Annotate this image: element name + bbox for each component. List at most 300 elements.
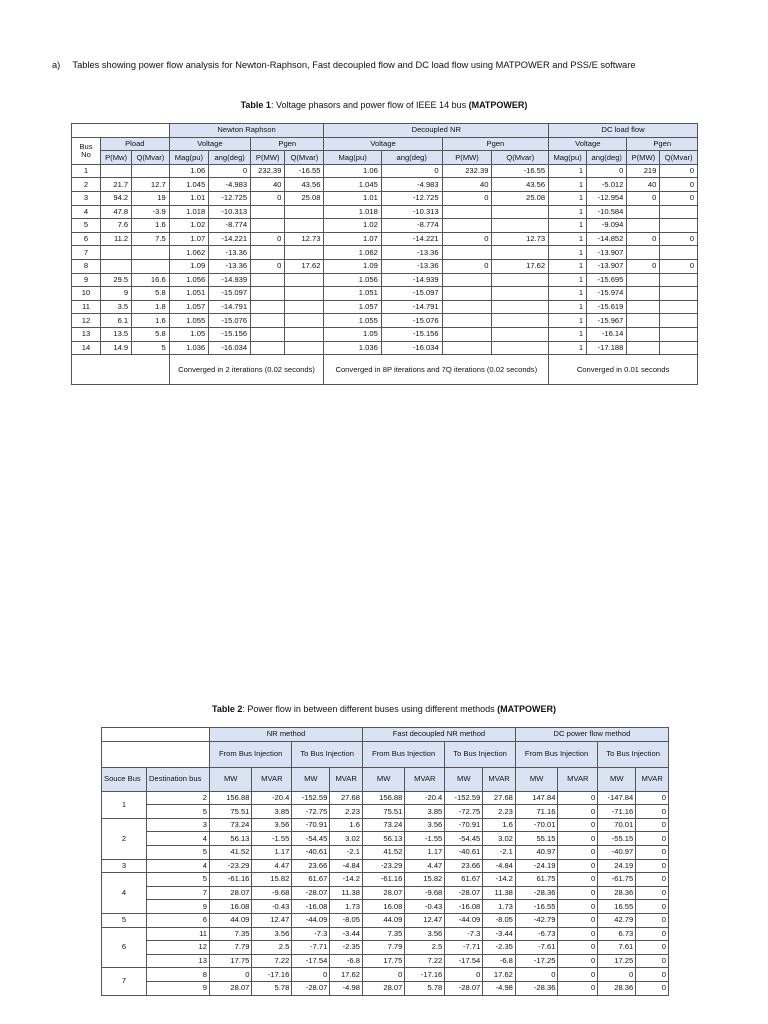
table1-subheader-p: P(Mw) — [101, 151, 132, 165]
table-cell: -15.076 — [209, 314, 251, 328]
table-cell: 56.13 — [210, 832, 252, 846]
intro-label: a) — [52, 60, 61, 70]
table1-pload-header: Pload — [101, 137, 170, 151]
destination-bus-cell: 13 — [147, 954, 210, 968]
table-cell: -17.188 — [587, 341, 627, 355]
table-cell: -15.974 — [587, 287, 627, 301]
bus-number-cell: 14 — [72, 341, 101, 355]
bus-number-cell: 10 — [72, 287, 101, 301]
table-cell: 55.15 — [515, 832, 558, 846]
table-cell: -4.983 — [209, 178, 251, 192]
table-cell: 0 — [636, 968, 669, 982]
table1-voltage-header: Voltage — [169, 137, 250, 151]
table-cell: -0.43 — [405, 900, 445, 914]
table-cell: -24.19 — [515, 859, 558, 873]
table-cell: -152.59 — [292, 791, 330, 805]
table1-convergence-decoupled: Converged in 8P iterations and 7Q iterations (0.02 seconds) — [324, 355, 549, 385]
table-cell — [627, 246, 660, 260]
table1-voltage-header: Voltage — [549, 137, 627, 151]
destination-bus-cell: 5 — [147, 845, 210, 859]
table-cell: 7.79 — [210, 941, 252, 955]
table-cell: 0 — [627, 191, 660, 205]
table-cell: -17.16 — [405, 968, 445, 982]
table-cell: -4.98 — [483, 981, 516, 995]
table-cell: -72.75 — [445, 805, 483, 819]
table-cell: 0 — [381, 164, 442, 178]
table-cell: 5.8 — [132, 327, 170, 341]
table-row — [102, 981, 669, 995]
destination-bus-cell: 5 — [147, 873, 210, 887]
table-cell: 1 — [549, 287, 587, 301]
table2-caption-suffix: (MATPOWER) — [497, 704, 556, 714]
table-cell: 1 — [549, 327, 587, 341]
bus-power-flow-table-body — [102, 728, 669, 996]
intro-line — [52, 60, 636, 70]
table-cell: 1 — [549, 164, 587, 178]
intro-text: Tables showing power flow analysis for Newton-Raphson, Fast decoupled flow and DC load flow using MATPOWER and PSS/E software — [72, 60, 636, 70]
table-cell: -2.1 — [483, 845, 516, 859]
table-cell: 1.09 — [324, 259, 381, 273]
table1-convergence-dc: Converged in 0.01 seconds — [549, 355, 698, 385]
table2-from-header: From Bus Injection — [210, 741, 292, 767]
table-cell: -2.35 — [330, 941, 363, 955]
table-cell: -7.61 — [515, 941, 558, 955]
table-cell: 27.68 — [330, 791, 363, 805]
table-row — [102, 818, 669, 832]
table-cell — [132, 164, 170, 178]
table-cell: 0 — [636, 886, 669, 900]
table-cell: -14.939 — [381, 273, 442, 287]
table-cell: -8.774 — [209, 219, 251, 233]
table-cell: 23.66 — [445, 859, 483, 873]
table-cell: -2.35 — [483, 941, 516, 955]
table-cell: 14.9 — [101, 341, 132, 355]
table-cell: 0 — [558, 818, 598, 832]
table-cell: 1.17 — [252, 845, 292, 859]
table-cell: -9.68 — [252, 886, 292, 900]
table-row — [72, 314, 698, 328]
table-cell: 7.5 — [132, 232, 170, 246]
table-cell — [132, 246, 170, 260]
table-row — [72, 287, 698, 301]
table-cell: 0 — [558, 941, 598, 955]
table-cell: -17.54 — [292, 954, 330, 968]
table-cell: -15.967 — [587, 314, 627, 328]
table-cell: 1 — [549, 191, 587, 205]
table-cell: -6.8 — [330, 954, 363, 968]
table-cell: -17.16 — [252, 968, 292, 982]
table-cell: 147.84 — [515, 791, 558, 805]
table-cell: -14.852 — [587, 232, 627, 246]
table-cell: -7.3 — [292, 927, 330, 941]
table-row — [72, 327, 698, 341]
destination-bus-cell: 9 — [147, 900, 210, 914]
table-cell: -7.3 — [445, 927, 483, 941]
table-cell: -44.09 — [292, 913, 330, 927]
bus-number-cell: 12 — [72, 314, 101, 328]
table-cell — [627, 314, 660, 328]
table-cell: 1.01 — [169, 191, 209, 205]
table-row — [102, 845, 669, 859]
table-cell: -10.313 — [209, 205, 251, 219]
table-cell: 3.56 — [252, 927, 292, 941]
table-cell: 28.07 — [362, 886, 404, 900]
table-cell — [660, 341, 698, 355]
table-cell: 6.1 — [101, 314, 132, 328]
table-cell: -2.1 — [330, 845, 363, 859]
table-cell: 0 — [636, 818, 669, 832]
table2-caption-prefix: Table 2 — [211, 704, 243, 714]
bus-number-cell: 1 — [72, 164, 101, 178]
table-cell: 0 — [636, 927, 669, 941]
table-cell: 0 — [558, 791, 598, 805]
table2-source-header: Souce Bus — [102, 767, 147, 791]
table-cell — [627, 205, 660, 219]
table-cell: 25.08 — [285, 191, 324, 205]
table-cell — [251, 300, 285, 314]
bus-power-flow-table — [101, 727, 669, 996]
source-bus-cell: 1 — [102, 791, 147, 818]
table-cell: -14.221 — [209, 232, 251, 246]
table-cell — [285, 273, 324, 287]
table-cell: -7.71 — [445, 941, 483, 955]
table-cell: 219 — [627, 164, 660, 178]
table2-mw-header: MW — [292, 767, 330, 791]
table-cell: -6.8 — [483, 954, 516, 968]
table-cell: 1.8 — [132, 300, 170, 314]
table1-subheader-ang: ang(deg) — [209, 151, 251, 165]
table-cell: 0 — [636, 941, 669, 955]
table1-subheader-mag: Mag(pu) — [549, 151, 587, 165]
table-cell: 11.2 — [101, 232, 132, 246]
table-cell: 3.85 — [252, 805, 292, 819]
table-cell: -16.55 — [515, 900, 558, 914]
table-cell: 0 — [558, 968, 598, 982]
table-cell: 1.056 — [324, 273, 381, 287]
table-cell: -70.91 — [445, 818, 483, 832]
table-cell: -72.75 — [292, 805, 330, 819]
table-cell — [492, 219, 549, 233]
table-cell — [660, 219, 698, 233]
table-cell: 156.88 — [210, 791, 252, 805]
table-cell: -20.4 — [405, 791, 445, 805]
table-cell: 73.24 — [362, 818, 404, 832]
table-cell — [442, 219, 492, 233]
table-cell: 1.018 — [169, 205, 209, 219]
table-cell: -70.01 — [515, 818, 558, 832]
table-cell: 1.05 — [169, 327, 209, 341]
table-cell: -28.36 — [515, 886, 558, 900]
table-cell: 1.036 — [169, 341, 209, 355]
table-cell: 0 — [636, 859, 669, 873]
table-cell: 2.5 — [252, 941, 292, 955]
table-cell: -3.44 — [330, 927, 363, 941]
table-row — [102, 900, 669, 914]
table-cell: -17.54 — [445, 954, 483, 968]
table1-subheader-ang: ang(deg) — [587, 151, 627, 165]
table-cell: 44.09 — [362, 913, 404, 927]
table-row — [102, 913, 669, 927]
table-cell: -8.774 — [381, 219, 442, 233]
table-cell — [492, 205, 549, 219]
table-cell: -16.14 — [587, 327, 627, 341]
table-cell: 12.73 — [492, 232, 549, 246]
table-cell — [492, 246, 549, 260]
table-cell: -1.55 — [405, 832, 445, 846]
table2-mw-header: MW — [445, 767, 483, 791]
table-cell: -16.08 — [445, 900, 483, 914]
table-cell: 41.52 — [210, 845, 252, 859]
voltage-phasor-table — [71, 123, 698, 385]
table2-mvar-header: MVAR — [405, 767, 445, 791]
table-cell: 0 — [636, 873, 669, 887]
table-row — [72, 191, 698, 205]
table2-destination-header: Destination bus — [147, 767, 210, 791]
source-bus-cell: 7 — [102, 968, 147, 995]
table-cell: -12.725 — [209, 191, 251, 205]
table-cell: 1.055 — [324, 314, 381, 328]
table-cell — [660, 300, 698, 314]
table-cell — [442, 341, 492, 355]
destination-bus-cell: 9 — [147, 981, 210, 995]
table-cell: -13.36 — [209, 259, 251, 273]
table-cell: -15.619 — [587, 300, 627, 314]
table-cell: -16.55 — [285, 164, 324, 178]
table-cell: 17.75 — [362, 954, 404, 968]
table-cell: -28.07 — [445, 981, 483, 995]
table-cell — [251, 314, 285, 328]
table-row — [72, 259, 698, 273]
destination-bus-cell: 3 — [147, 818, 210, 832]
table-cell: 0 — [587, 164, 627, 178]
table-cell: -9.094 — [587, 219, 627, 233]
table-cell — [660, 314, 698, 328]
table2-to-header: To Bus Injection — [292, 741, 363, 767]
table-cell: 1.051 — [324, 287, 381, 301]
table-cell: -13.907 — [587, 246, 627, 260]
table-cell: 0 — [636, 805, 669, 819]
table-cell: -16.034 — [209, 341, 251, 355]
table-cell: 1.73 — [330, 900, 363, 914]
table-cell: 0 — [558, 900, 598, 914]
table-cell — [251, 246, 285, 260]
table-cell: -15.156 — [381, 327, 442, 341]
table-cell: 1.01 — [324, 191, 381, 205]
table2-method-fast-decoupled: Fast decoupled NR method — [362, 728, 515, 742]
table-cell: -8.05 — [330, 913, 363, 927]
table-cell: 1.056 — [169, 273, 209, 287]
table-cell: 0 — [636, 954, 669, 968]
table-cell: 3.56 — [252, 818, 292, 832]
table1-subheader-pg: P(MW) — [251, 151, 285, 165]
table-row — [72, 273, 698, 287]
table-cell: 17.62 — [492, 259, 549, 273]
table-cell: 1.018 — [324, 205, 381, 219]
table-cell: -16.08 — [292, 900, 330, 914]
bus-number-cell: 6 — [72, 232, 101, 246]
table-cell: 0 — [660, 164, 698, 178]
table-cell: 1 — [549, 178, 587, 192]
table-cell: 28.07 — [210, 886, 252, 900]
table1-convergence-blank — [72, 355, 170, 385]
table-row — [102, 927, 669, 941]
table-row — [72, 341, 698, 355]
table-cell: -61.75 — [598, 873, 636, 887]
table-cell: -15.097 — [381, 287, 442, 301]
destination-bus-cell: 2 — [147, 791, 210, 805]
table-cell: -28.07 — [292, 981, 330, 995]
table-cell: 0 — [209, 164, 251, 178]
table-cell: 6.73 — [598, 927, 636, 941]
table-cell: 0 — [558, 873, 598, 887]
table-row — [72, 219, 698, 233]
table1-subheader-qg: Q(Mvar) — [660, 151, 698, 165]
table-cell: 5.78 — [405, 981, 445, 995]
table-row — [102, 873, 669, 887]
table-cell: 23.66 — [292, 859, 330, 873]
table-cell: 16.08 — [210, 900, 252, 914]
table-cell: -6.73 — [515, 927, 558, 941]
source-bus-cell: 5 — [102, 913, 147, 927]
table-row — [102, 941, 669, 955]
table-cell: -13.907 — [587, 259, 627, 273]
table-cell — [627, 287, 660, 301]
table-cell — [492, 273, 549, 287]
table-cell: 17.62 — [285, 259, 324, 273]
table-row — [102, 832, 669, 846]
table-cell: -23.29 — [210, 859, 252, 873]
table-cell: 1 — [549, 300, 587, 314]
table-cell: 2.23 — [483, 805, 516, 819]
table-cell: 0 — [251, 232, 285, 246]
table-cell: 25.08 — [492, 191, 549, 205]
table-row — [102, 968, 669, 982]
destination-bus-cell: 5 — [147, 805, 210, 819]
table-cell: -20.4 — [252, 791, 292, 805]
table-cell: 1 — [549, 273, 587, 287]
table-cell: -147.84 — [598, 791, 636, 805]
table-cell: -16.034 — [381, 341, 442, 355]
table-cell: 0 — [627, 232, 660, 246]
table-cell: 28.36 — [598, 886, 636, 900]
table-cell — [132, 259, 170, 273]
table2-to-header: To Bus Injection — [598, 741, 669, 767]
table-cell: 0 — [598, 968, 636, 982]
table-cell: -10.584 — [587, 205, 627, 219]
table-cell: 2.5 — [405, 941, 445, 955]
table-cell: 9 — [101, 287, 132, 301]
table1-caption-prefix: Table 1 — [240, 100, 271, 110]
destination-bus-cell: 6 — [147, 913, 210, 927]
table-cell: 1.07 — [324, 232, 381, 246]
table-cell: -14.791 — [209, 300, 251, 314]
table-cell: 1.057 — [169, 300, 209, 314]
source-bus-cell: 6 — [102, 927, 147, 968]
table-cell: 1.06 — [324, 164, 381, 178]
table-cell: 28.07 — [210, 981, 252, 995]
table2-mvar-header: MVAR — [636, 767, 669, 791]
table-cell: -44.09 — [445, 913, 483, 927]
table1-method-decoupled: Decoupled NR — [324, 124, 549, 138]
table-cell — [492, 327, 549, 341]
table-cell: 4.47 — [405, 859, 445, 873]
table-cell: 0 — [660, 259, 698, 273]
table-cell: 17.62 — [483, 968, 516, 982]
table-cell: 1.02 — [169, 219, 209, 233]
table-cell — [627, 273, 660, 287]
bus-number-cell: 2 — [72, 178, 101, 192]
table2-from-header: From Bus Injection — [515, 741, 597, 767]
table-cell: 27.68 — [483, 791, 516, 805]
bus-number-cell: 4 — [72, 205, 101, 219]
table1-method-nr: Newton Raphson — [169, 124, 324, 138]
table-cell: 156.88 — [362, 791, 404, 805]
table-cell: 3.56 — [405, 927, 445, 941]
table-cell — [492, 314, 549, 328]
table-cell: 12.73 — [285, 232, 324, 246]
table-cell: 28.36 — [598, 981, 636, 995]
table-cell: 17.75 — [210, 954, 252, 968]
source-bus-cell: 4 — [102, 873, 147, 914]
table-cell: -1.55 — [252, 832, 292, 846]
table-row — [102, 805, 669, 819]
table-cell: 17.25 — [598, 954, 636, 968]
table-cell — [442, 300, 492, 314]
table-cell: 29.5 — [101, 273, 132, 287]
table-cell: 43.56 — [492, 178, 549, 192]
table-cell: 7.22 — [252, 954, 292, 968]
table-cell: -42.79 — [515, 913, 558, 927]
table-cell: 1.062 — [324, 246, 381, 260]
table1-subheader-qg: Q(Mvar) — [285, 151, 324, 165]
table-cell: -70.91 — [292, 818, 330, 832]
table-cell: 1 — [549, 314, 587, 328]
table-cell: 0 — [558, 832, 598, 846]
table-cell: 3.85 — [405, 805, 445, 819]
table-cell: 1 — [549, 232, 587, 246]
table-cell: 1.6 — [330, 818, 363, 832]
table-cell: 7.22 — [405, 954, 445, 968]
table-cell: 40.97 — [515, 845, 558, 859]
table-cell: 0 — [636, 913, 669, 927]
table-cell: 0 — [442, 232, 492, 246]
table-cell: 0 — [210, 968, 252, 982]
table-cell — [285, 246, 324, 260]
table2-to-header: To Bus Injection — [445, 741, 516, 767]
table-cell — [285, 341, 324, 355]
table-cell: 232.39 — [442, 164, 492, 178]
table1-subheader-pg: P(MW) — [442, 151, 492, 165]
table-cell: 1.17 — [405, 845, 445, 859]
table2-mvar-header: MVAR — [558, 767, 598, 791]
table1-voltage-header: Voltage — [324, 137, 442, 151]
table-cell — [285, 219, 324, 233]
table-cell — [101, 246, 132, 260]
table-cell — [627, 341, 660, 355]
table-cell: -13.36 — [381, 259, 442, 273]
table-cell: 61.67 — [292, 873, 330, 887]
table-cell — [251, 219, 285, 233]
table-cell: 11.38 — [330, 886, 363, 900]
table-cell: 0 — [558, 927, 598, 941]
table-cell: -4.84 — [483, 859, 516, 873]
table-cell: 16.55 — [598, 900, 636, 914]
table-cell — [285, 327, 324, 341]
table2-mw-header: MW — [515, 767, 558, 791]
table2-mw-header: MW — [598, 767, 636, 791]
table-cell: 94.2 — [101, 191, 132, 205]
table-cell: 2.23 — [330, 805, 363, 819]
